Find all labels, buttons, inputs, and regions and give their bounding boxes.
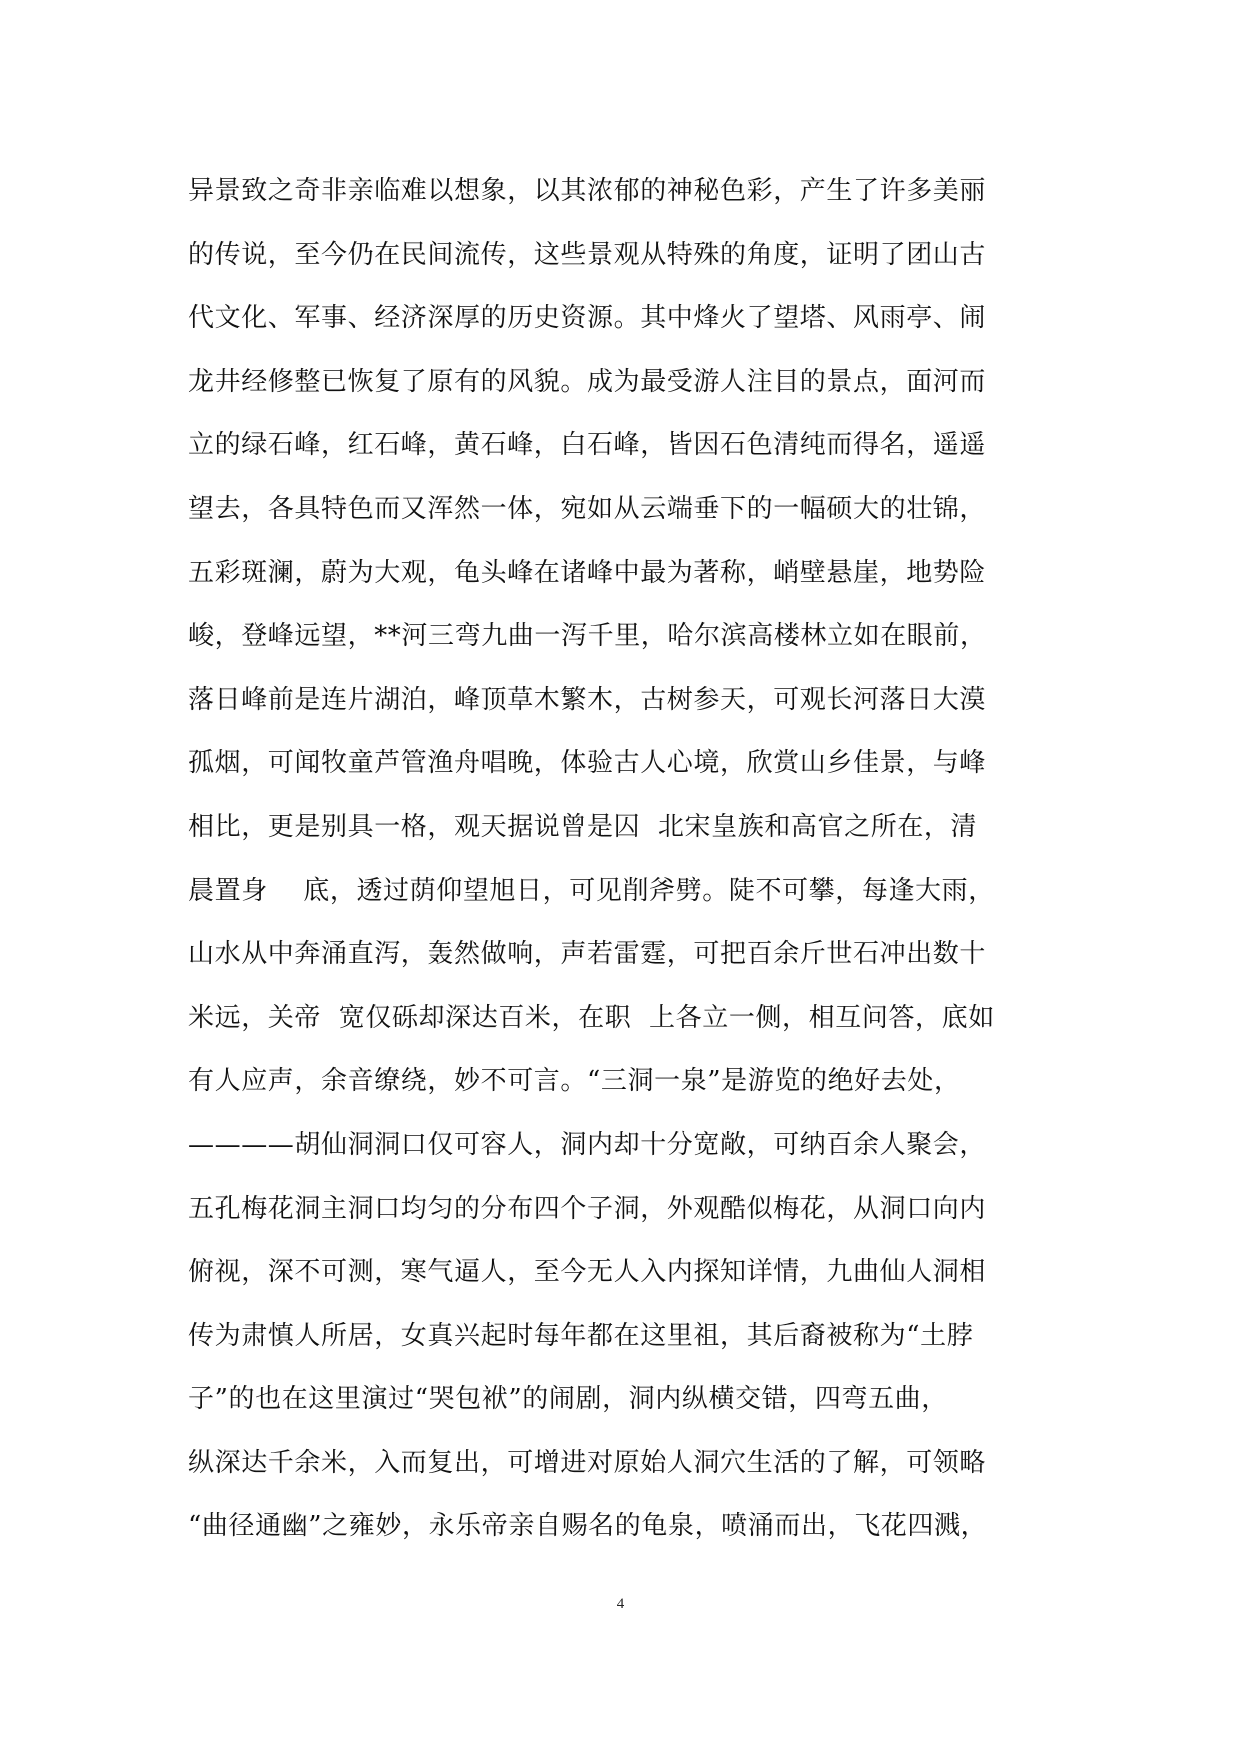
text-line: 纵深达千余米，入而复出，可增进对原始人洞穴生活的了解，可领略 bbox=[188, 1447, 987, 1478]
text-line: 五彩斑澜，蔚为大观，龟头峰在诸峰中最为著称，峭壁悬崖，地势险 bbox=[188, 557, 987, 588]
text-line: 相比，更是别具一格，观天据说曾是囚 北宋皇族和高官之所在，清 bbox=[188, 811, 978, 842]
text-line: 山水从中奔涌直泻，轰然做响，声若雷霆，可把百余斤世石冲出数十 bbox=[188, 939, 987, 970]
page-number: 4 bbox=[616, 1596, 625, 1612]
text-line: 代文化、军事、经济深厚的历史资源。其中烽火了望塔、风雨亭、闹 bbox=[188, 303, 987, 334]
text-line: 子”的也在这里演过“哭包袱”的闹剧，洞内纵横交错，四弯五曲， bbox=[188, 1384, 948, 1415]
text-line: 有人应声，余音缭绕，妙不可言。“三洞一泉”是游览的绝好去处， bbox=[188, 1066, 961, 1097]
text-line: “曲径通幽”之雍妙，永乐帝亲自赐名的龟泉，喷涌而出，飞花四溅， bbox=[188, 1511, 988, 1542]
body-text bbox=[188, 160, 1068, 1559]
text-line: 米远，关帝 宽仅砾却深达百米，在职 上各立一侧，相互问答，底如 bbox=[188, 1002, 995, 1033]
text-line: 峻，登峰远望，**河三弯九曲一泻千里，哈尔滨高楼林立如在眼前， bbox=[188, 621, 987, 652]
text-line: 五孔梅花洞主洞口均匀的分布四个子洞，外观酷似梅花，从洞口向内 bbox=[188, 1193, 987, 1224]
text-line: 立的绿石峰，红石峰，黄石峰，白石峰，皆因石色清纯而得名，遥遥 bbox=[188, 430, 987, 461]
text-line: 传为肃慎人所居，女真兴起时每年都在这里祖，其后裔被称为“土脖 bbox=[188, 1320, 974, 1351]
text-line: 落日峰前是连片湖泊，峰顶草木繁木，古树参天，可观长河落日大漠 bbox=[188, 684, 987, 715]
text-line: 晨置身 底，透过荫仰望旭日，可见削斧劈。陡不可攀，每逢大雨， bbox=[188, 875, 995, 906]
text-line: 异景致之奇非亲临难以想象，以其浓郁的神秘色彩，产生了许多美丽 bbox=[188, 176, 987, 206]
text-line: 俯视，深不可测，寒气逼人，至今无人入内探知详情，九曲仙人洞相 bbox=[188, 1257, 987, 1288]
text-line: 孤烟，可闻牧童芦管渔舟唱晚，体验古人心境，欣赏山乡佳景，与峰 bbox=[188, 748, 987, 779]
text-line: ————胡仙洞洞口仅可容人，洞内却十分宽敞，可纳百余人聚会， bbox=[188, 1129, 987, 1160]
text-line: 龙井经修整已恢复了原有的风貌。成为最受游人注目的景点，面河而 bbox=[188, 366, 987, 397]
text-line: 望去，各具特色而又浑然一体，宛如从云端垂下的一幅硕大的壮锦， bbox=[188, 493, 987, 524]
text-line: 的传说，至今仍在民间流传，这些景观从特殊的角度，证明了团山古 bbox=[188, 239, 987, 270]
